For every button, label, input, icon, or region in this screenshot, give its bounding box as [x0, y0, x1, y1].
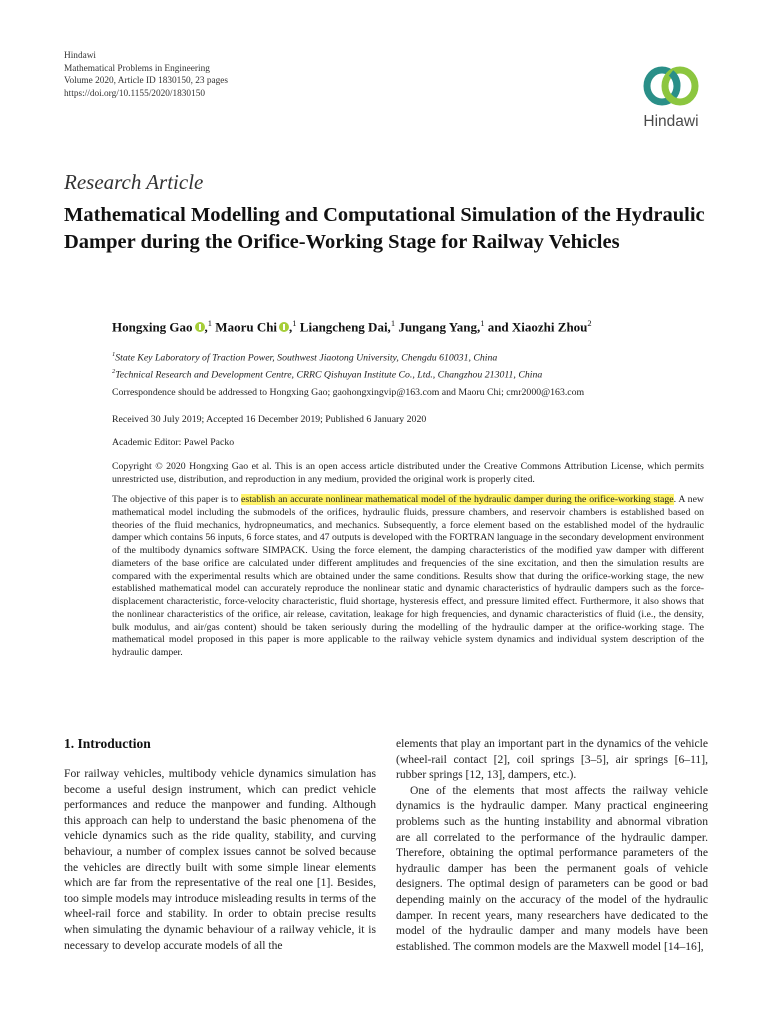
affiliation-item: $^2$Technical Research and Development Centre, CRRC Qishuyan Institute Co., Ltd., Changzhou 213011, China: [112, 368, 543, 381]
journal-header: [64, 50, 228, 100]
article-type: Research Article: [64, 170, 204, 194]
orcid-icon[interactable]: [195, 322, 205, 332]
hindawi-logo: [634, 58, 708, 132]
author-affil-sup: 2: [587, 318, 592, 328]
publisher-name: Hindawi: [64, 51, 97, 61]
author-affil-sup: 1: [390, 318, 396, 328]
author-affil-sup: 1: [480, 318, 485, 328]
volume-info: Volume 2020, Article ID 1830150, 23 pages: [64, 76, 229, 87]
copyright-notice: Copyright © 2020 Hongxing Gao et al. This is an open access article distributed under the Creative Commons Attribution License, which permits unrestricted use, distribution, and reproduction in any medium, provided the original work is properly cited.: [112, 461, 704, 485]
author-list: Hongxing Gao ,$^1$ Maoru Chi ,$^1$ Liangcheng Dai,$^1$ Jungang Yang,$^1$ and Xiaozhi Zhou$^2$: [112, 318, 592, 335]
author-affil-sup: 1: [207, 318, 213, 328]
journal-name: Mathematical Problems in Engineering: [64, 63, 210, 74]
body-paragraph: One of the elements that most affects the railway vehicle dynamics is the hydraulic damper. Many practical engineering problems such as the hunting instability and abnormal vibration are all correlated to the performance of the hydraulic damper. Therefore, obtaining the optimal performance parameters of the hydraulic damper has been the permanent goals of vehicle designers. The optimal design of parameters can be good or bad depending mainly on the accuracy of the model of the hydraulic damper. In recent years, many researchers have dedicated to the model of the hydraulic damper and many models have been established. The common models are the Maxwell model [14–16],: [396, 783, 708, 953]
doi-link[interactable]: https://doi.org/10.1155/2020/1830150: [64, 88, 206, 99]
body-column-right: [396, 736, 708, 954]
author-name[interactable]: Liangcheng Dai,: [299, 319, 391, 335]
affiliations: [112, 348, 542, 383]
orcid-icon[interactable]: [279, 322, 289, 332]
publication-dates: Received 30 July 2019; Accepted 16 December 2019; Published 6 January 2020: [112, 414, 427, 425]
author-name[interactable]: Maoru Chi: [215, 319, 278, 335]
author-name[interactable]: Jungang Yang,: [398, 319, 481, 335]
affiliation-item: $^1$State Key Laboratory of Traction Power, Southwest Jiaotong University, Chengdu 610031, China: [112, 351, 498, 364]
abstract: The objective of this paper is to establish an accurate nonlinear mathematical model of the hydraulic damper during the orifice-working stage. A new mathematical model including the submodels of the orifices, hydraulic fluids, pressure chambers, and reservoir chambers is established based on theories of the fluid mechanics, hydropneumatics, and mechanics. Subsequently, a force element based on the established model of the hydraulic damper which contains 56 inputs, 6 force states, and 47 outputs is developed with the FORTRAN language in the secondary development environment of the multibody dynamics software SIMPACK. Using the force element, the damping characteristics of the modified yaw damper with different diameters of the base orifice are calculated under different amplitudes and frequencies of the sine excitation, and then the simulation results are compared with the experimental results which are obtained under the same conditions. Results show that during the orifice-working stage, the new established mathematical model can accurately reproduce the nonlinear static and dynamic characteristics of hydraulic dampers such as the force-displacement characteristic, force-velocity characteristic, fluid shortage, hysteresis effect, and pressure limited effect. Furthermore, it also shows that the nonlinear characteristics of the orifice, air release, cavitation, leakage for high frequencies, and dynamic characteristics of fluid (i.e., the density, bulk modulus, and air/gas content) should be taken seriously during the modelling of the hydraulic damper at the orifice-working stage. The mathematical model proposed in this paper is more applicable to the railway vehicle system dynamics and individual system description of the hydraulic damper.: [112, 494, 704, 658]
section-heading: 1. Introduction: [64, 736, 151, 751]
body-paragraph: For railway vehicles, multibody vehicle dynamics simulation has become a useful design instrument, which can predict vehicle performances and reduce the manpower and funding. Although this approach can help to understand the basic phenomena of the vehicle dynamics such as the ride quality, stability, and curving behaviour, a number of complex issues cannot be solved because the vehicles are directly built with some simple linear elements which are far from the representative of the real one [1]. Besides, too simple models may introduce misleading results in terms of the wheel-rail force and stability. In order to obtain precise results when simulating the dynamic behaviour of a railway vehicle, it is necessary to develop accurate models of all the: [64, 767, 376, 952]
body-paragraph: elements that play an important part in the dynamics of the vehicle (wheel-rail contact [2], coil springs [3–5], air springs [6–11], rubber springs [12, 13], dampers, etc.).: [396, 737, 708, 782]
academic-editor: Academic Editor: Pawel Packo: [112, 437, 235, 448]
hindawi-rings-icon: [634, 58, 708, 114]
author-name[interactable]: Hongxing Gao: [112, 319, 193, 335]
body-column-left: [64, 766, 376, 953]
abstract-highlight: establish an accurate nonlinear mathematical model of the hydraulic damper during the orifice-working stage: [241, 494, 674, 505]
correspondence: Correspondence should be addressed to Hongxing Gao; gaohongxingvip@163.com and Maoru Chi; cmr2000@163.com: [112, 387, 585, 398]
author-name[interactable]: and Xiaozhi Zhou: [487, 319, 588, 335]
author-affil-sup: 1: [292, 318, 297, 328]
article-title: Mathematical Modelling and Computational Simulation of the Hydraulic Damper during the Orifice-Working Stage for Railway Vehicles: [64, 204, 705, 253]
logo-wordmark: Hindawi: [643, 113, 699, 130]
